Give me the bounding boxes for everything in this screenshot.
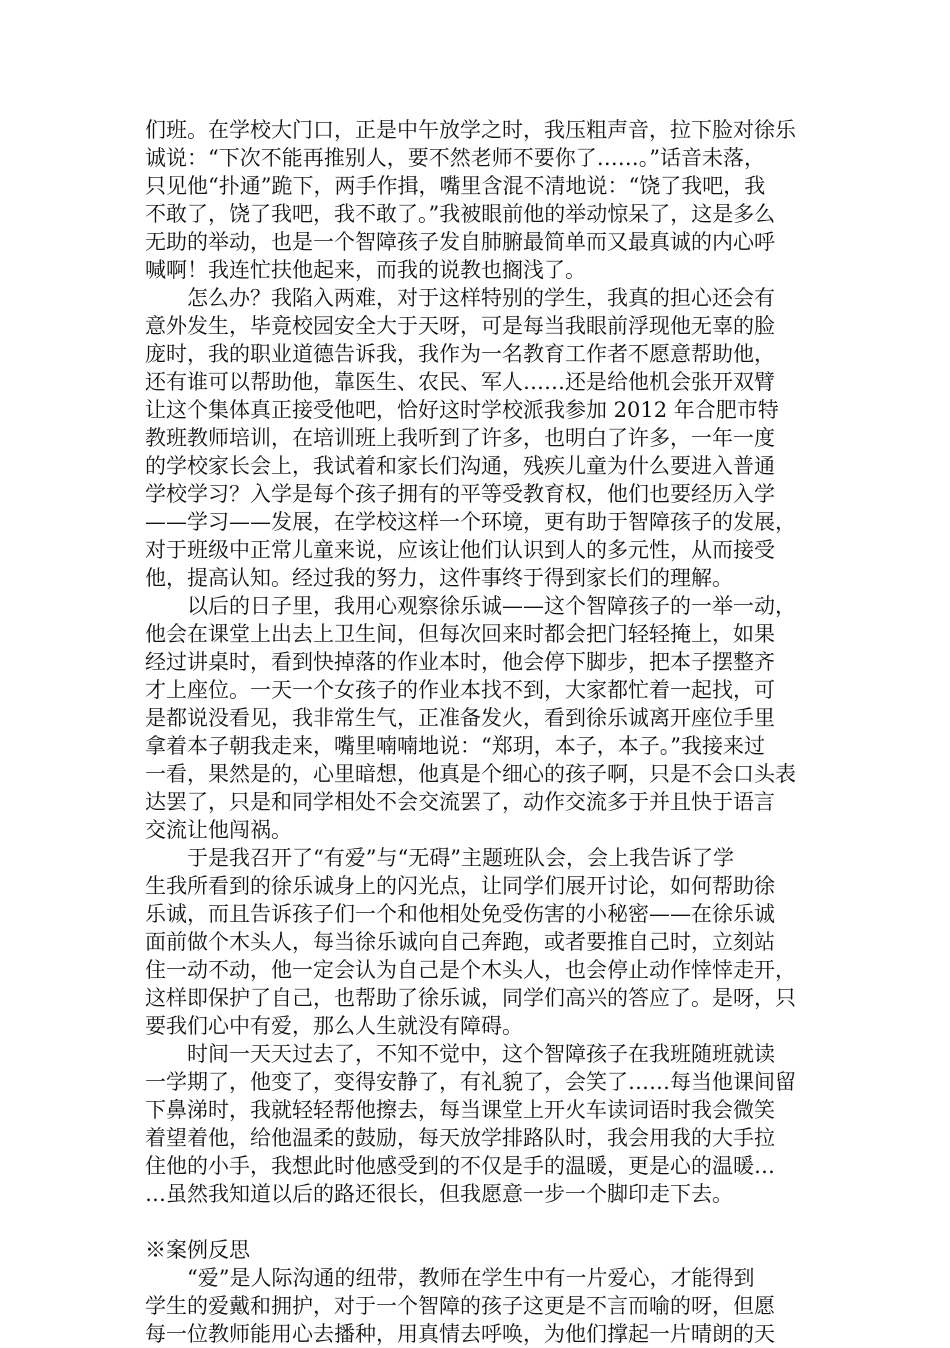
paragraph-5 xyxy=(145,1040,817,1208)
paragraph-spacer xyxy=(145,1208,817,1236)
text-line: 面前做个木头人，每当徐乐诚向自己奔跑，或者要推自己时，立刻站 xyxy=(145,930,775,954)
text-line: 对于班级中正常儿童来说，应该让他们认识到人的多元性，从而接受 xyxy=(145,538,775,562)
text-line-indented: 于是我召开了“有爱”与“无碍”主题班队会，会上我告诉了学 xyxy=(187,846,734,870)
text-line-indented: 时间一天天过去了，不知不觉中，这个智障孩子在我班随班就读 xyxy=(187,1042,775,1066)
reflection-section xyxy=(145,1236,817,1348)
text-line: 生我所看到的徐乐诚身上的闪光点，让同学们展开讨论，如何帮助徐 xyxy=(145,874,775,898)
text-line: 无助的举动，也是一个智障孩子发自肺腑最简单而又最真诚的内心呼 xyxy=(145,230,775,254)
text-line: 一学期了，他变了，变得安静了，有礼貌了，会笑了……每当他课间留 xyxy=(145,1070,796,1094)
text-line: 拿着本子朝我走来，嘴里喃喃地说：“郑玥，本子，本子。”我接来过 xyxy=(145,734,765,758)
text-line: …虽然我知道以后的路还很长，但我愿意一步一个脚印走下去。 xyxy=(145,1182,733,1206)
text-line-indented: “爱”是人际沟通的纽带，教师在学生中有一片爱心，才能得到 xyxy=(187,1266,755,1290)
text-line: 还有谁可以帮助他，靠医生、农民、军人……还是给他机会张开双臂 xyxy=(145,370,775,394)
text-line: 经过讲桌时，看到快掉落的作业本时，他会停下脚步，把本子摆整齐 xyxy=(145,650,775,674)
text-line: 这样即保护了自己，也帮助了徐乐诚，同学们高兴的答应了。是呀，只 xyxy=(145,986,796,1010)
section-heading: ※案例反思 xyxy=(145,1238,250,1262)
text-line: 只见他“扑通”跪下，两手作揖，嘴里含混不清地说：“饶了我吧，我 xyxy=(145,174,766,198)
text-line: 乐诚，而且告诉孩子们一个和他相处免受伤害的小秘密——在徐乐诚 xyxy=(145,902,775,926)
text-line: 是都说没看见，我非常生气，正准备发火，看到徐乐诚离开座位手里 xyxy=(145,706,775,730)
text-line: 交流让他闯祸。 xyxy=(145,818,292,842)
text-line-indented: 以后的日子里，我用心观察徐乐诚——这个智障孩子的一举一动， xyxy=(187,594,796,618)
text-line: 庞时，我的职业道德告诉我，我作为一名教育工作者不愿意帮助他， xyxy=(145,342,775,366)
paragraph-2 xyxy=(145,284,817,592)
text-line: ——学习——发展，在学校这样一个环境，更有助于智障孩子的发展， xyxy=(145,510,796,534)
text-line: 下鼻涕时，我就轻轻帮他擦去，每当课堂上开火车读词语时我会微笑 xyxy=(145,1098,775,1122)
text-line: 学生的爱戴和拥护，对于一个智障的孩子这更是不言而喻的呀，但愿 xyxy=(145,1294,775,1318)
text-line: 教班教师培训，在培训班上我听到了许多，也明白了许多，一年一度 xyxy=(145,426,775,450)
text-line-indented: 怎么办？我陷入两难，对于这样特别的学生，我真的担心还会有 xyxy=(187,286,775,310)
text-line: 达罢了，只是和同学相处不会交流罢了，动作交流多于并且快于语言 xyxy=(145,790,775,814)
text-line: 学校学习？入学是每个孩子拥有的平等受教育权，他们也要经历入学 xyxy=(145,482,775,506)
text-line: 意外发生，毕竟校园安全大于天呀，可是每当我眼前浮现他无辜的脸 xyxy=(145,314,775,338)
text-line: 才上座位。一天一个女孩子的作业本找不到，大家都忙着一起找，可 xyxy=(145,678,775,702)
paragraph-1 xyxy=(145,116,817,284)
text-line: 诚说：“下次不能再推别人，要不然老师不要你了……。”话音未落， xyxy=(145,146,765,170)
text-line: 的学校家长会上，我试着和家长们沟通，残疾儿童为什么要进入普通 xyxy=(145,454,775,478)
text-line: 他，提高认知。经过我的努力，这件事终于得到家长们的理解。 xyxy=(145,566,733,590)
text-line: 让这个集体真正接受他吧，恰好这时学校派我参加 2012 年合肥市特 xyxy=(145,398,779,422)
text-line: 一看，果然是的，心里暗想，他真是个细心的孩子啊，只是不会口头表 xyxy=(145,762,796,786)
text-line: 喊啊！我连忙扶他起来，而我的说教也搁浅了。 xyxy=(145,258,586,282)
paragraph-3 xyxy=(145,592,817,844)
text-line: 住他的小手，我想此时他感受到的不仅是手的温暖，更是心的温暖… xyxy=(145,1154,775,1178)
text-line: 们班。在学校大门口，正是中午放学之时，我压粗声音，拉下脸对徐乐 xyxy=(145,118,796,142)
text-line: 住一动不动，他一定会认为自己是个木头人，也会停止动作悻悻走开， xyxy=(145,958,796,982)
text-line: 要我们心中有爱，那么人生就没有障碍。 xyxy=(145,1014,523,1038)
text-line: 每一位教师能用心去播种，用真情去呼唤，为他们撑起一片晴朗的天 xyxy=(145,1322,775,1346)
text-line: 他会在课堂上出去上卫生间，但每次回来时都会把门轻轻掩上，如果 xyxy=(145,622,775,646)
paragraph-4 xyxy=(145,844,817,1040)
text-line: 不敢了，饶了我吧，我不敢了。”我被眼前他的举动惊呆了，这是多么 xyxy=(145,202,776,226)
text-line: 着望着他，给他温柔的鼓励，每天放学排路队时，我会用我的大手拉 xyxy=(145,1126,775,1150)
document-body xyxy=(145,116,817,1348)
